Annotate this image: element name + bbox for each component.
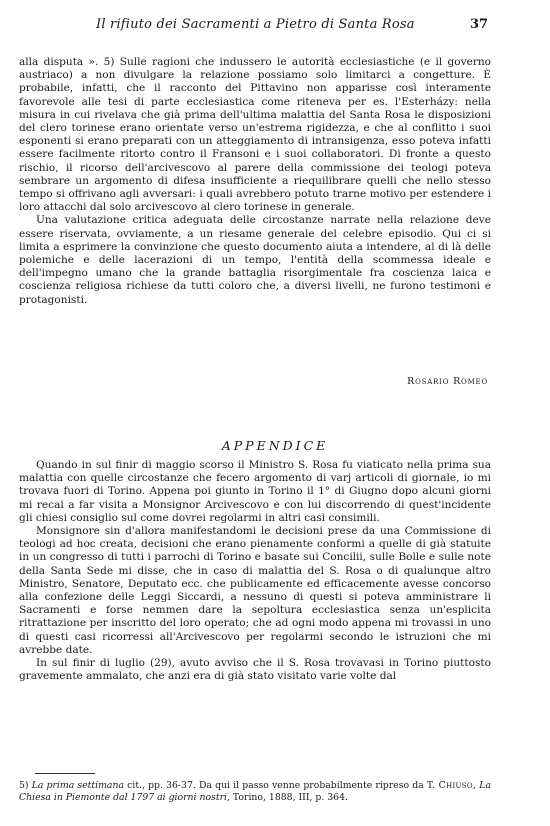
appendix-body	[19, 459, 491, 683]
footnote	[19, 780, 491, 804]
paragraph-critical-evaluation: Una valutazione critica adeguata delle circostanze narrate nella relazione deve essere riservata, ovviamente, a un riesame generale del celebre episodio. Qui ci si limita a esprimere la convinzione che questo documento aiuta a intendere, al di là delle polemiche e delle lacerazioni di un tempo, l'entità della scommessa ideale e dell'impegno umano che la grande battaglia risorgimentale fra coscienza laica e coscienza religiosa richiese da tutti coloro che, a diversi livelli, ne furono testimoni e protagonisti.	[19, 214, 491, 306]
appendix-paragraph-may: Quando in sul finir di maggio scorso il Ministro S. Rosa fu viaticato nella prima sua malattia con quelle circostanze che fecero argomento di varj articoli di giornale, io mi trovava fuori di Torino. Appena poi giunto in Torino il 1° di Giugno dopo alcuni giorni mi recai a far visita a Monsignor Arcivescovo e con lui discorrendo di quest'incidente gli chiesi consiglio sul come dovrei regolarmi in altri casi consimili.	[19, 459, 491, 524]
appendix-paragraph-july: In sul finir di luglio (29), avuto avviso che il S. Rosa trovavasi in Torino piuttosto gravemente ammalato, che anzi era di già stato visitato varie volte dal	[19, 657, 491, 683]
footnote-author: T. Chiuso,	[426, 780, 477, 791]
page-number: 37	[470, 17, 489, 32]
footnote-book-title: La Chiesa in Piemonte dal 1797 ai giorni nostri,	[19, 780, 491, 803]
appendix-paragraph-commission: Monsignore sin d'allora manifestandomi le decisioni prese da una Commissione di teologi ad hoc creata, decisioni che erano pienamente conformi a quelle di già statuite in un congresso di tutti i parrochi di Torino e basate sui Concilii, sulle Bolle e sulle note della Santa Sede mi disse, che in caso di malattia del S. Rosa o di qualunque altro Ministro, Senatore, Deputato ecc. che publicamente ed efficacemente avesse concorso alla confezione delle Leggi Siccardi, a nessuno di questi si poteva amministrare li Sacramenti e forse nemmen dare la sepoltura ecclesiastica senza un'esplicita ritrattazione per inscritto del loro operato; che ad ogni modo appena mi trovassi in uno di questi casi ricorressi all'Arcivescovo per regolarmi secondo le istruzioni che mi avrebbe date.	[19, 525, 491, 656]
paragraph-dispute-reasons: alla disputa ». 5) Sulle ragioni che indussero le autorità ecclesiastiche (e il governo austriaco) a non divulgare la relazione possiamo solo limitarci a congetture. È probabile, infatti, che il racconto del Pittavino non apparisse così interamente favorevole alle tesi di parte ecclesiastica come riteneva per es. l'Esterházy: nella misura in cui rivelava che già prima dell'ultima malattia del Santa Rosa le disposizioni del clero torinese erano orientate verso un'estrema rigidezza, e che al conflitto i suoi esponenti si erano preparati con un atteggiamento di intransigenza, esso poteva infatti essere facilmente ritorto contro il Fransoni e i suoi collaboratori. Di fronte a questo rischio, il ricorso dell'arcivescovo al parere della commissione dei teologi poteva sembrare un argomento di difesa insufficiente a riequilibrare quelli che nello stesso tempo si offrivano agli avversari: i quali avrebbero potuto trarne motivo per estendere i loro attacchi dal solo arcivescovo al clero torinese in generale.	[19, 56, 491, 214]
footnote-publication: Torino, 1888, III, p. 364.	[232, 792, 348, 803]
running-header-title: Il rifiuto dei Sacramenti a Pietro di Santa Rosa	[96, 17, 415, 32]
appendix-heading: APPENDICE	[221, 438, 329, 453]
footnote-divider	[35, 773, 95, 774]
essay-conclusion	[19, 56, 491, 307]
footnote-source-rest: cit., pp. 36-37. Da qui il passo venne probabilmente ripreso da	[127, 780, 424, 791]
footnote-marker: 5)	[19, 780, 29, 791]
author-signature: Rosario Romeo	[407, 376, 488, 387]
footnote-source-title: La prima settimana	[31, 780, 124, 791]
